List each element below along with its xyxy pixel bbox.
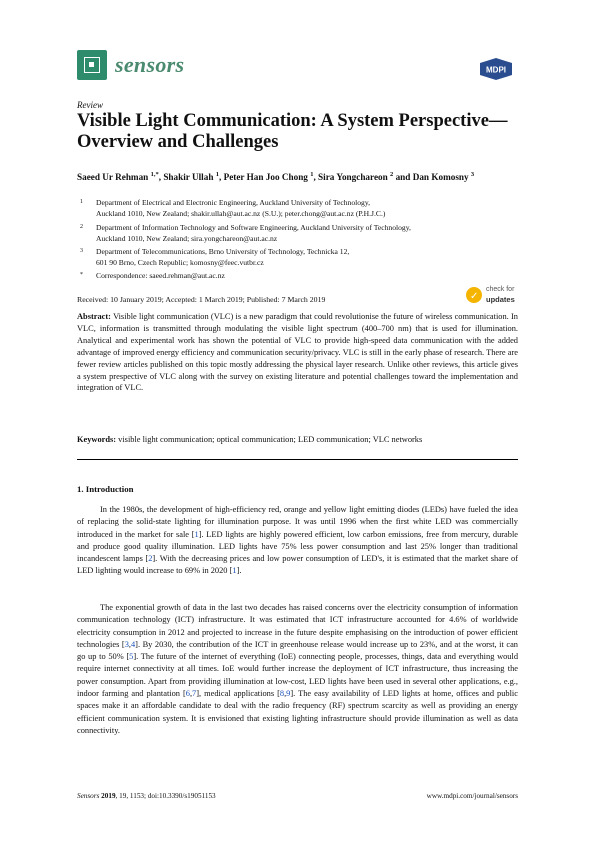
footer-citation (77, 792, 216, 800)
citation-link[interactable]: 5 (129, 652, 134, 662)
citation-link[interactable]: 6 (185, 689, 190, 699)
affiliation-number: 3 (80, 248, 83, 254)
author-affiliation-mark: 1 (310, 171, 314, 178)
author-name: Shakir Ullah $^1$ (163, 171, 219, 183)
author-name: Dan Komosny $^3$ (412, 171, 475, 183)
check-badge-line2: updates (486, 295, 515, 304)
author-list: Saeed Ur Rehman $^{1,*}$, Shakir Ullah $^1$, Peter Han Joo Chong $^1$, Sira Yongchareon $^2$ and Dan Komosny $^3$ (77, 171, 475, 183)
journal-logo-icon (77, 50, 107, 80)
affiliation (80, 270, 520, 281)
publisher-name: MDPI (486, 65, 506, 75)
keywords (77, 435, 518, 444)
journal-name: sensors (115, 52, 185, 77)
affiliation-text: Department of Telecommunications, Brno University of Technology, Technicka 12, 601 90 Brno, Czech Republic; komosny@feec.vutbr.cz (96, 247, 350, 267)
author-affiliation-mark: 1 (215, 171, 219, 178)
author-affiliation-mark: 1,* (150, 171, 159, 178)
affiliation (80, 246, 520, 268)
citation-link[interactable]: 1 (232, 566, 237, 576)
affiliation-number: 2 (80, 224, 83, 230)
abstract-text: Visible light communication (VLC) is a new paradigm that could revolutionise the future of wireless communication. In VLC, information is transmitted through modulating the visible light spectrum (400–700 nm) that is used for illumination. Analytical and experimental work has shown the potential of VLC to provide high-speed data communication with the added advantage of improved energy efficiency and communication security/privacy. VLC is still in the early phase of research. There are fewer review articles published on this topic mostly addressing the physical layer research. Unlike other reviews, this article gives a system prespective of VLC along with the survey on existing literature and potential challenges toward the implementation and integration of VLC. (77, 312, 518, 393)
citation-link[interactable]: 1 (194, 529, 199, 539)
paragraph: The exponential growth of data in the last two decades has raised concerns over the electricity consumption of information communication technology (ICT) infrastructure. It was estimated that ICT infrastructure accounted for 4.6% of worldwide electricity consumption in 2012 and projected to increase in the future despite emphasising on the introduction of power efficient technologies [3,4]. By 2030, the contribution of the ICT in greenhouse release would increase up to 23%, and at the worst, it can go up to 50% [5]. The future of the internet of everything (IoE) connecting people, processes, things, data and everything would require internet connectivity at all times. IoE would further increase the deployment of ICT infrastructure, thus increasing the power consumption. Apart from providing illumination at low-cost, LED lights have been used in several other applications, e.g., indoor farming and plantation [6,7], medical applications [8,9]. The easy availability of LED lights at home, offices and public spaces make it an affordable candidate to deal with the radio frequency (RF) spectrum scarcity as well as providing an energy efficient communication system. It is envisioned that existing lighting infrastructure should provide illumination as well as data connectivity. (77, 603, 519, 735)
affiliation-text: Correspondence: saeed.rehman@aut.ac.nz (96, 271, 225, 280)
abstract-label: Abstract: (77, 312, 111, 321)
author-affiliation-mark: 2 (390, 171, 394, 178)
journal-url-link[interactable]: www.mdpi.com/journal/sensors (426, 792, 518, 800)
check-for-updates-button[interactable] (466, 285, 522, 307)
check-badge-line1: check for (486, 286, 515, 293)
citation-link[interactable]: 3 (124, 639, 129, 649)
footer-journal: Sensors (77, 792, 100, 800)
citation-link[interactable]: 2 (148, 554, 153, 564)
keywords-text: visible light communication; optical communication; LED communication; VLC networks (118, 435, 423, 444)
citation-link[interactable]: 4 (130, 639, 136, 649)
publisher-logo-icon (474, 57, 518, 81)
author-name: Saeed Ur Rehman $^{1,*}$ (77, 171, 159, 183)
affiliation (80, 222, 520, 244)
divider (77, 459, 518, 460)
footer-rest: , 19, 1153; doi:10.3390/s19051153 (115, 792, 216, 800)
affiliation-text: Department of Information Technology and Software Engineering, Auckland University of Technology, Auckland 1010, New Zealand; sira.yongchareon@aut.ac.nz (96, 223, 411, 243)
article-type: Review (77, 100, 103, 110)
article-title: Visible Light Communication: A System Perspective—Overview and Challenges (77, 111, 508, 152)
affiliation-text: Department of Electrical and Electronic Engineering, Auckland University of Technology, Auckland 1010, New Zealand; shakir.ullah@aut.ac.nz (S.U.); peter.chong@aut.ac.nz (P.H.J.C.) (96, 198, 386, 218)
keywords-label: Keywords: (77, 435, 117, 444)
affiliation-number: 1 (80, 199, 83, 205)
check-icon: ✓ (466, 287, 482, 303)
publication-dates: Received: 10 January 2019; Accepted: 1 March 2019; Published: 7 March 2019 (77, 295, 326, 304)
section-heading: 1. Introduction (77, 484, 134, 494)
citation-link[interactable]: 8 (279, 689, 285, 699)
footer-year: 2019 (101, 792, 116, 800)
author-name: Sira Yongchareon $^2$ (318, 171, 394, 183)
author-affiliation-mark: 3 (470, 171, 475, 178)
affiliation (80, 197, 520, 219)
author-name: Peter Han Joo Chong $^1$ (223, 171, 314, 183)
paragraph: In the 1980s, the development of high-efficiency red, orange and yellow light emitting diodes (LEDs) have fueled the idea of replacing the solid-state lighting for illumination purpose. It was until 1996 when the first white LED was commercially introduced in the market for sale [1]. LED lights are highly powered efficient, low carbon emissions, free from mercury, durable and produce good quality illumination. LED lights have 75% less power consumption and last 25% longer than traditional incandescent lamps [2]. With the decreasing prices and low power consumption of LED's, it is estimated that the market share of LED lighting would increase to 69% in 2020 [1]. (77, 505, 518, 576)
abstract (77, 311, 518, 394)
citation-link[interactable]: 9 (286, 689, 291, 699)
citation-link[interactable]: 7 (192, 689, 197, 699)
affiliation-number: * (80, 272, 83, 278)
